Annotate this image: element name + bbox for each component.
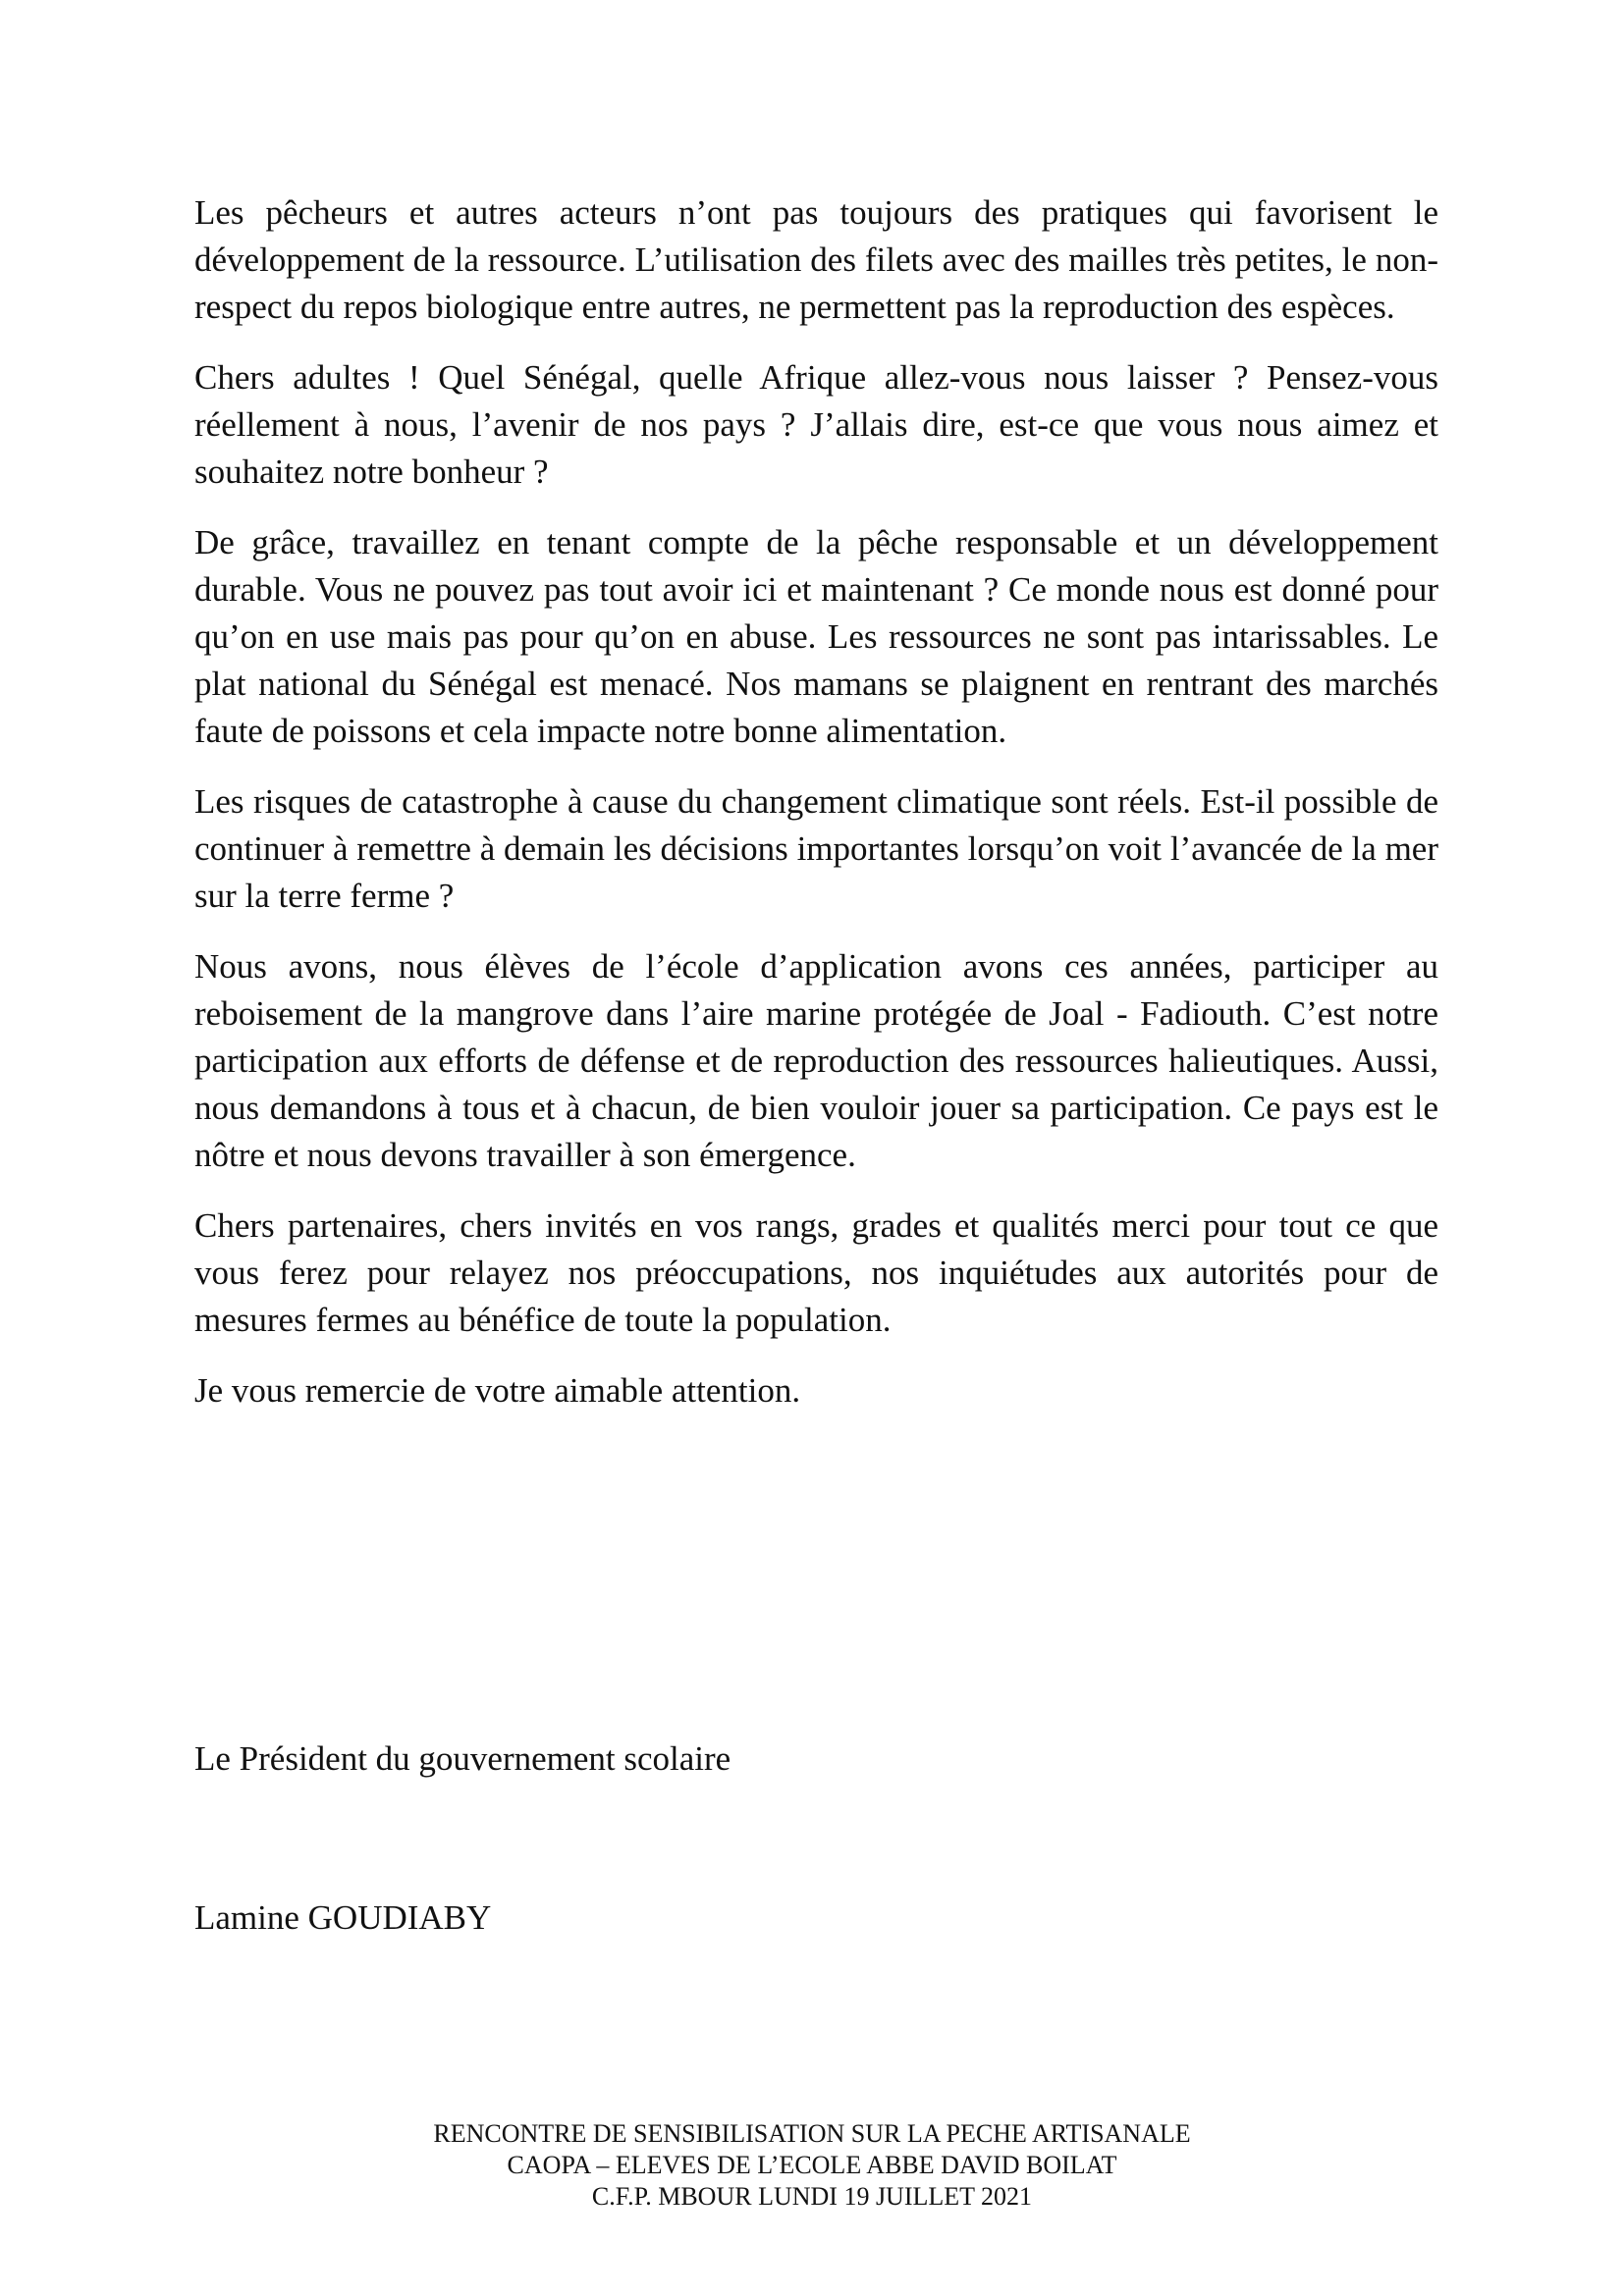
signature-name: Lamine GOUDIABY [194, 1898, 492, 1937]
footer-place-date: C.F.P. MBOUR LUNDI 19 JUILLET 2021 [591, 2182, 1033, 2211]
paragraph-dear-adults: Chers adultes ! Quel Sénégal, quelle Afrique allez-vous nous laisser ? Pensez-vous réellement à nous, l’avenir de nos pays ? J’allais dire, est-ce que vous nous aimez et souhaitez notre bonheur ? [194, 358, 1438, 491]
letter-body [194, 189, 1438, 1415]
paragraph-climate-risks: Les risques de catastrophe à cause du changement climatique sont réels. Est-il possible de continuer à remettre à demain les décisions importantes lorsqu’on voit l’avancée de la mer sur la terre ferme ? [194, 782, 1438, 915]
page-footer [0, 2118, 1624, 2213]
footer-event-title: RENCONTRE DE SENSIBILISATION SUR LA PECHE ARTISANALE [433, 2119, 1191, 2148]
paragraph-dear-partners: Chers partenaires, chers invités en vos rangs, grades et qualités merci pour tout ce que vous ferez pour relayez nos préoccupations, nos inquiétudes aux autorités pour de mesures fermes au bénéfice de toute la population. [194, 1206, 1438, 1339]
paragraph-responsible-fishing: De grâce, travaillez en tenant compte de la pêche responsable et un développement durable. Vous ne pouvez pas tout avoir ici et maintenant ? Ce monde nous est donné pour qu’on en use mais pas pour qu’on en abuse. Les ressources ne sont pas intarissables. Le plat national du Sénégal est menacé. Nos mamans se plaignent en rentrant des marchés faute de poissons et cela impacte notre bonne alimentation. [194, 523, 1438, 750]
paragraph-fishing-practices: Les pêcheurs et autres acteurs n’ont pas toujours des pratiques qui favorisent le développement de la ressource. L’utilisation des filets avec des mailles très petites, le non-respect du repos biologique entre autres, ne permettent pas la reproduction des espèces. [194, 193, 1438, 326]
footer-organizers: CAOPA – ELEVES DE L’ECOLE ABBE DAVID BOILAT [507, 2151, 1117, 2179]
signature-title: Le Président du gouvernement scolaire [194, 1739, 731, 1778]
closing-line: Je vous remercie de votre aimable attention. [194, 1371, 801, 1410]
paragraph-mangrove-reforestation: Nous avons, nous élèves de l’école d’application avons ces années, participer au reboisement de la mangrove dans l’aire marine protégée de Joal - Fadiouth. C’est notre participation aux efforts de défense et de reproduction des ressources halieutiques. Aussi, nous demandons à tous et à chacun, de bien vouloir jouer sa participation. Ce pays est le nôtre et nous devons travailler à son émergence. [194, 947, 1438, 1174]
